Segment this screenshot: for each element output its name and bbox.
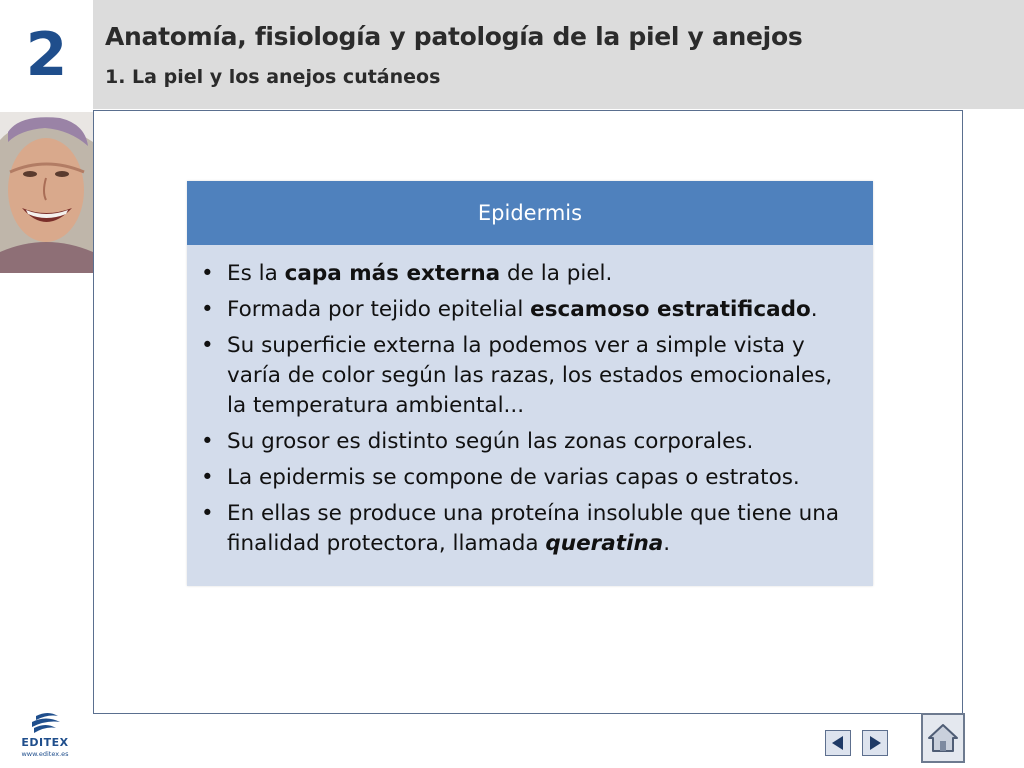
bullet-marker: • [201,261,214,286]
list-text: Su grosor es distinto según las zonas corporales. [227,429,754,454]
bullet-marker: • [201,429,214,454]
slide-title: Anatomía, fisiología y patología de la piel y anejos [105,22,803,51]
list-item [201,331,843,421]
header-band [93,0,1024,109]
home-icon [926,721,960,755]
list-text: de la piel. [500,261,613,286]
woman-face-illustration [0,112,93,273]
bullet-list [187,245,873,559]
editex-logo-icon [14,712,76,738]
list-item [201,463,843,493]
list-text: . [810,297,818,322]
list-text: En ellas se produce una proteína insoluble que tiene una finalidad protectora, llamada [227,501,840,556]
list-item [201,295,843,325]
home-button[interactable] [921,713,965,763]
list-text: Es la [227,261,285,286]
editex-logo [14,712,76,762]
list-text-bold: capa más externa [284,261,501,286]
list-text: . [663,531,671,556]
previous-button[interactable] [825,730,851,756]
logo-name: EDITEX [21,736,69,749]
epidermis-card [187,181,873,586]
list-text: Su superficie externa la podemos ver a simple vista y varía de color según las razas, los estados emocionales, la temperatura ambiental... [227,333,833,418]
list-item [201,259,843,289]
bullet-marker: • [201,465,214,490]
list-text-bold: escamoso estratificado [530,297,811,322]
list-item [201,499,843,559]
list-item [201,427,843,457]
logo-url[interactable]: www.editex.es [21,750,69,758]
woman-photo [0,112,93,273]
bullet-marker: • [201,501,214,526]
list-text-bold-italic: queratina [545,531,664,556]
list-text: La epidermis se compone de varias capas o estratos. [227,465,800,490]
triangle-right-icon [866,734,884,752]
list-text: Formada por tejido epitelial [227,297,531,322]
slide-subtitle: 1. La piel y los anejos cutáneos [105,66,441,88]
bullet-marker: • [201,297,214,322]
card-heading: Epidermis [187,181,873,245]
triangle-left-icon [829,734,847,752]
bullet-marker: • [201,333,214,358]
next-button[interactable] [862,730,888,756]
chapter-number: 2 [25,19,68,90]
